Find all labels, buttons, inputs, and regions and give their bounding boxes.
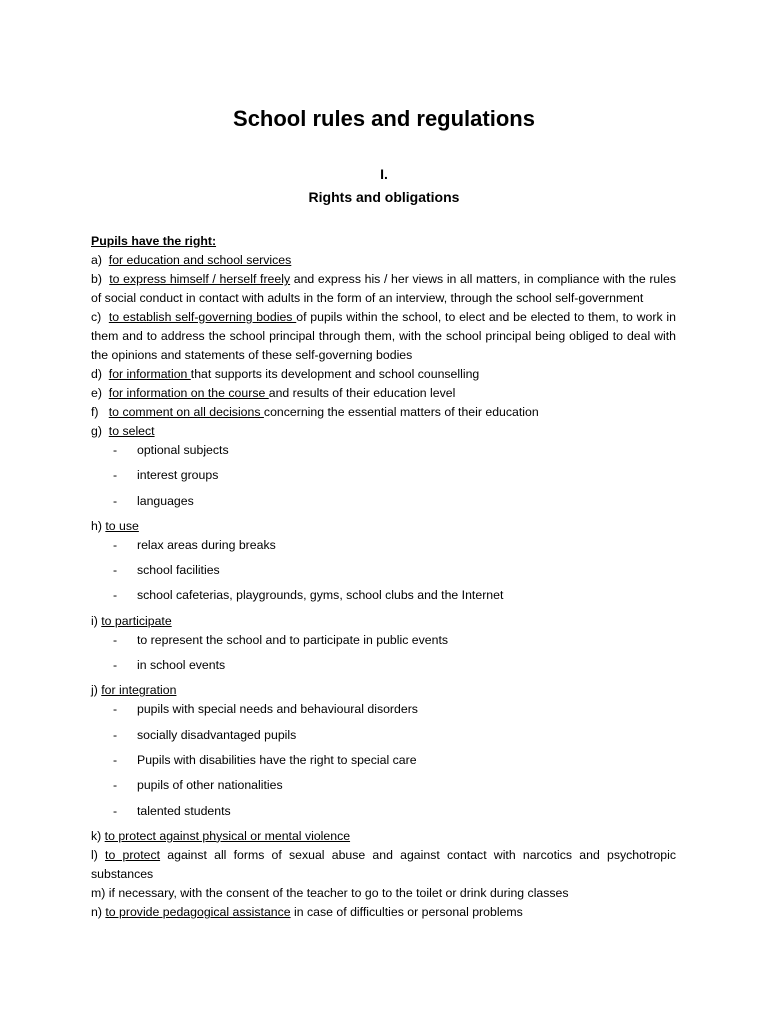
sub-item: - languages (91, 492, 676, 511)
sub-item: - interest groups (91, 466, 676, 485)
dash-bullet: - (113, 778, 118, 793)
item-label: c) (91, 310, 102, 324)
dash-bullet: - (113, 443, 118, 457)
item-label: j) (91, 683, 98, 698)
item-text: concerning the essential matters of their education (263, 405, 539, 419)
dash-bullet: - (113, 658, 118, 673)
rights-list (91, 232, 676, 922)
sub-item: - socially disadvantaged pupils (91, 726, 676, 745)
dash-bullet: - (113, 727, 118, 742)
dash-bullet: - (113, 537, 118, 552)
item-text: and results of their education level (268, 386, 456, 400)
dash-bullet: - (113, 803, 118, 818)
sub-item: - optional subjects (91, 441, 676, 460)
dash-bullet: - (113, 468, 118, 483)
dash-bullet: - (113, 493, 118, 508)
item-label: n) (91, 904, 102, 919)
item-label: a) (91, 253, 102, 267)
item-l (91, 846, 676, 884)
item-text: in case of difficulties or personal problems (290, 904, 523, 919)
item-label: h) (91, 518, 102, 533)
dash-bullet: - (113, 588, 118, 603)
item-underlined: to comment on all decisions (108, 405, 264, 419)
sub-item: - Pupils with disabilities have the right to special care (91, 751, 676, 770)
item-b (91, 270, 676, 308)
item-text: that supports its development and school counselling (190, 367, 480, 381)
item-underlined: for integration (101, 683, 177, 698)
dash-bullet: - (113, 702, 118, 717)
item-f (91, 403, 676, 422)
sub-item: - talented students (91, 802, 676, 821)
item-underlined: to establish self-governing bodies (108, 310, 297, 324)
item-label: g) (91, 424, 102, 438)
item-underlined: to express himself / herself freely (109, 272, 291, 286)
item-e (91, 384, 676, 403)
dash-bullet: - (113, 632, 118, 647)
item-underlined: to participate (101, 613, 172, 628)
item-j (91, 681, 676, 700)
item-underlined: for information on the course (108, 386, 269, 400)
dash-bullet: - (113, 752, 118, 767)
item-underlined: for education and school services (108, 253, 292, 267)
sub-item: - relax areas during breaks (91, 536, 676, 555)
item-label: f) (91, 405, 99, 419)
dash-bullet: - (113, 563, 118, 578)
document-title: School rules and regulations (233, 106, 535, 131)
item-label: d) (91, 367, 102, 381)
item-n (91, 903, 676, 922)
item-h (91, 517, 676, 536)
item-label: l) (91, 847, 98, 862)
item-underlined: to provide pedagogical assistance (105, 904, 291, 919)
item-m (91, 884, 676, 903)
item-underlined: to use (105, 518, 139, 533)
sub-item: - to represent the school and to participate in public events (91, 631, 676, 650)
item-c (91, 308, 676, 365)
section-number: I. (380, 166, 388, 182)
sub-item: - pupils with special needs and behavioural disorders (91, 700, 676, 719)
item-a (91, 251, 676, 270)
item-text: of pupils within the school, to elect and be elected to them, to work in them and to address the school principal through them, with the school principal being obliged to deal with the opinions and statements of these self-governing bodies (91, 310, 676, 362)
sub-item: - school facilities (91, 561, 676, 580)
sub-item: - pupils of other nationalities (91, 776, 676, 795)
item-label: k) (91, 828, 102, 843)
rights-heading: Pupils have the right: (91, 234, 217, 248)
item-d (91, 365, 676, 384)
item-underlined: for information (108, 367, 191, 381)
item-label: e) (91, 386, 102, 400)
sub-item: - in school events (91, 656, 676, 675)
item-label: i) (91, 613, 98, 628)
item-text: against all forms of sexual abuse and against contact with narcotics and psychotropic substances (91, 847, 677, 881)
item-underlined: to select (108, 424, 155, 438)
item-i (91, 612, 676, 631)
item-text: if necessary, with the consent of the teacher to go to the toilet or drink during classes (105, 885, 569, 900)
item-label: b) (91, 272, 102, 286)
item-text: and express his / her views in all matters, in compliance with the rules of social conduct in contact with adults in the form of an interview, through the school self-government (91, 272, 676, 305)
item-underlined: to protect (105, 847, 161, 862)
sub-item: - school cafeterias, playgrounds, gyms, school clubs and the Internet (91, 586, 676, 605)
item-g (91, 422, 676, 441)
item-k (91, 827, 676, 846)
section-title: Rights and obligations (308, 189, 460, 205)
item-underlined: to protect against physical or mental violence (104, 828, 351, 843)
item-label: m) (91, 885, 106, 900)
